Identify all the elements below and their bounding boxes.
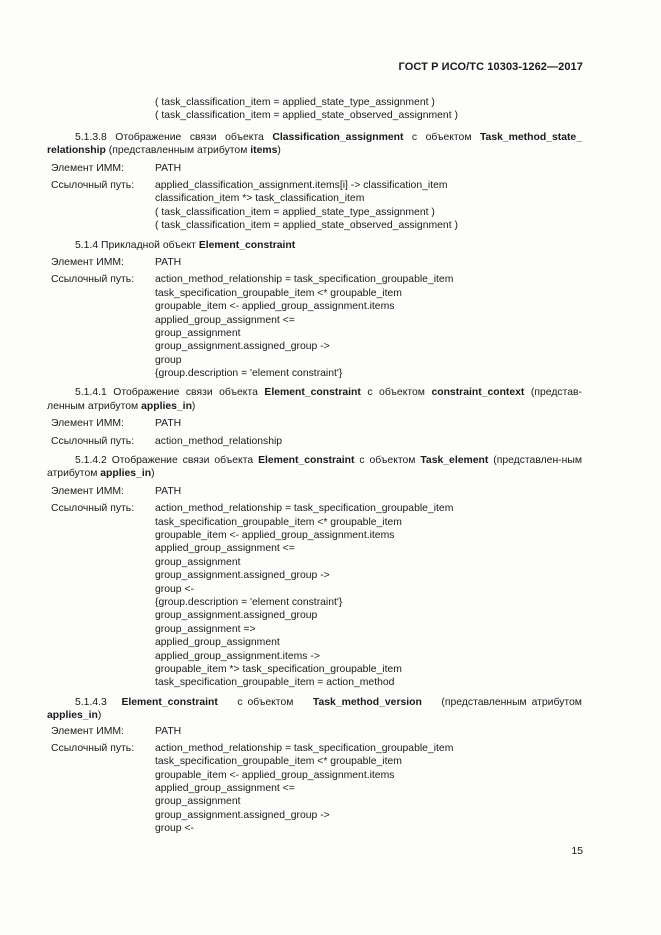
section-5-1-4-3-heading: 5.1.4.3 Element_constraint с объектом Task_method_version (представленным атрибутом [75, 696, 582, 708]
path-line: group_assignment [155, 327, 241, 339]
imm-label: Элемент ИММ: [51, 162, 124, 174]
section-5-1-3-8-heading: 5.1.3.8 Отображение связи объекта Classification_assignment с объектом Task_method_state_ relationship (представленным атрибутом items) [47, 131, 582, 157]
imm-value: PATH [155, 256, 182, 268]
path-line: group_assignment.assigned_group -> [155, 341, 330, 353]
path-line: task_specification_groupable_item <* groupable_item [155, 287, 402, 299]
section-5-1-4-3-heading-cont: applies_in) [47, 710, 102, 722]
path-line: groupable_item <- applied_group_assignment.items [155, 301, 395, 313]
imm-value: PATH [155, 725, 182, 737]
path-line: group <- [155, 823, 194, 835]
path-line: action_method_relationship = task_specification_groupable_item [155, 503, 454, 515]
path-line: applied_group_assignment <= [155, 314, 295, 326]
page-number: 15 [571, 845, 583, 857]
path-line: applied_group_assignment <= [155, 783, 295, 795]
path-row [47, 179, 582, 192]
path-line: applied_classification_assignment.items[i] -> classification_item [155, 179, 448, 191]
standard-header: ГОСТ Р ИСО/ТС 10303-1262—2017 [398, 61, 583, 73]
path-line: applied_group_assignment [155, 637, 280, 649]
path-line: group_assignment.assigned_group -> [155, 809, 330, 821]
path-line: groupable_item *> task_specification_groupable_item [155, 663, 402, 675]
imm-row [47, 725, 582, 738]
path-label: Ссылочный путь: [51, 179, 135, 191]
path-row [47, 435, 582, 448]
imm-row [47, 485, 582, 498]
path-line: {group.description = 'element constraint'} [155, 368, 343, 380]
imm-row [47, 162, 582, 175]
path-label: Ссылочный путь: [51, 435, 135, 447]
imm-label: Элемент ИММ: [51, 725, 124, 737]
path-line: group <- [155, 583, 194, 595]
document-body [47, 96, 582, 836]
path-line: ( task_classification_item = applied_state_type_assignment ) [155, 97, 435, 108]
path-label: Ссылочный путь: [51, 503, 135, 515]
section-5-1-4-2-heading: 5.1.4.2 Отображение связи объекта Element_constraint с объектом Task_element (представлен-ным атрибутом applies_in) [47, 455, 582, 480]
path-line: action_method_relationship = task_specification_groupable_item [155, 274, 454, 286]
path-line: task_specification_groupable_item <* groupable_item [155, 756, 402, 768]
path-line: classification_item *> task_classification_item [155, 193, 365, 205]
path-line: group_assignment => [155, 623, 256, 635]
path-line: group_assignment [155, 556, 241, 568]
imm-label: Элемент ИММ: [51, 485, 124, 497]
path-line: groupable_item <- applied_group_assignment.items [155, 530, 395, 542]
imm-value: PATH [155, 162, 182, 174]
imm-label: Элемент ИММ: [51, 418, 124, 430]
imm-label: Элемент ИММ: [51, 256, 124, 268]
path-line: group [155, 354, 182, 366]
path-line: group_assignment.assigned_group -> [155, 570, 330, 582]
path-line: action_method_relationship = task_specification_groupable_item [155, 742, 454, 754]
path-row [47, 273, 582, 286]
path-line: ( task_classification_item = applied_state_observed_assignment ) [155, 110, 458, 122]
path-label: Ссылочный путь: [51, 274, 135, 286]
section-5-1-4-1-heading: 5.1.4.1 Отображение связи объекта Element_constraint с объектом constraint_context (представ-ленным атрибутом applies_in) [47, 387, 582, 412]
path-line: groupable_item <- applied_group_assignment.items [155, 769, 395, 781]
path-line: action_method_relationship [155, 435, 283, 447]
path-row [47, 742, 582, 755]
path-line: applied_group_assignment.items -> [155, 650, 320, 662]
path-line: {group.description = 'element constraint'} [155, 597, 343, 608]
path-line: ( task_classification_item = applied_state_type_assignment ) [155, 206, 435, 218]
path-row [47, 502, 582, 515]
path-line: group_assignment.assigned_group [155, 610, 318, 622]
path-line: applied_group_assignment <= [155, 543, 295, 555]
path-line: task_specification_groupable_item = action_method [155, 677, 395, 689]
path-line: ( task_classification_item = applied_state_observed_assignment ) [155, 220, 458, 232]
path-line: task_specification_groupable_item <* groupable_item [155, 516, 402, 528]
imm-value: PATH [155, 485, 182, 497]
path-label: Ссылочный путь: [51, 742, 135, 754]
path-line: group_assignment [155, 796, 241, 808]
continuation-block [47, 96, 582, 123]
imm-value: PATH [155, 418, 182, 430]
section-5-1-4-heading: 5.1.4 Прикладной объект Element_constraint [75, 239, 296, 251]
imm-row [47, 256, 582, 269]
imm-row [47, 417, 582, 430]
